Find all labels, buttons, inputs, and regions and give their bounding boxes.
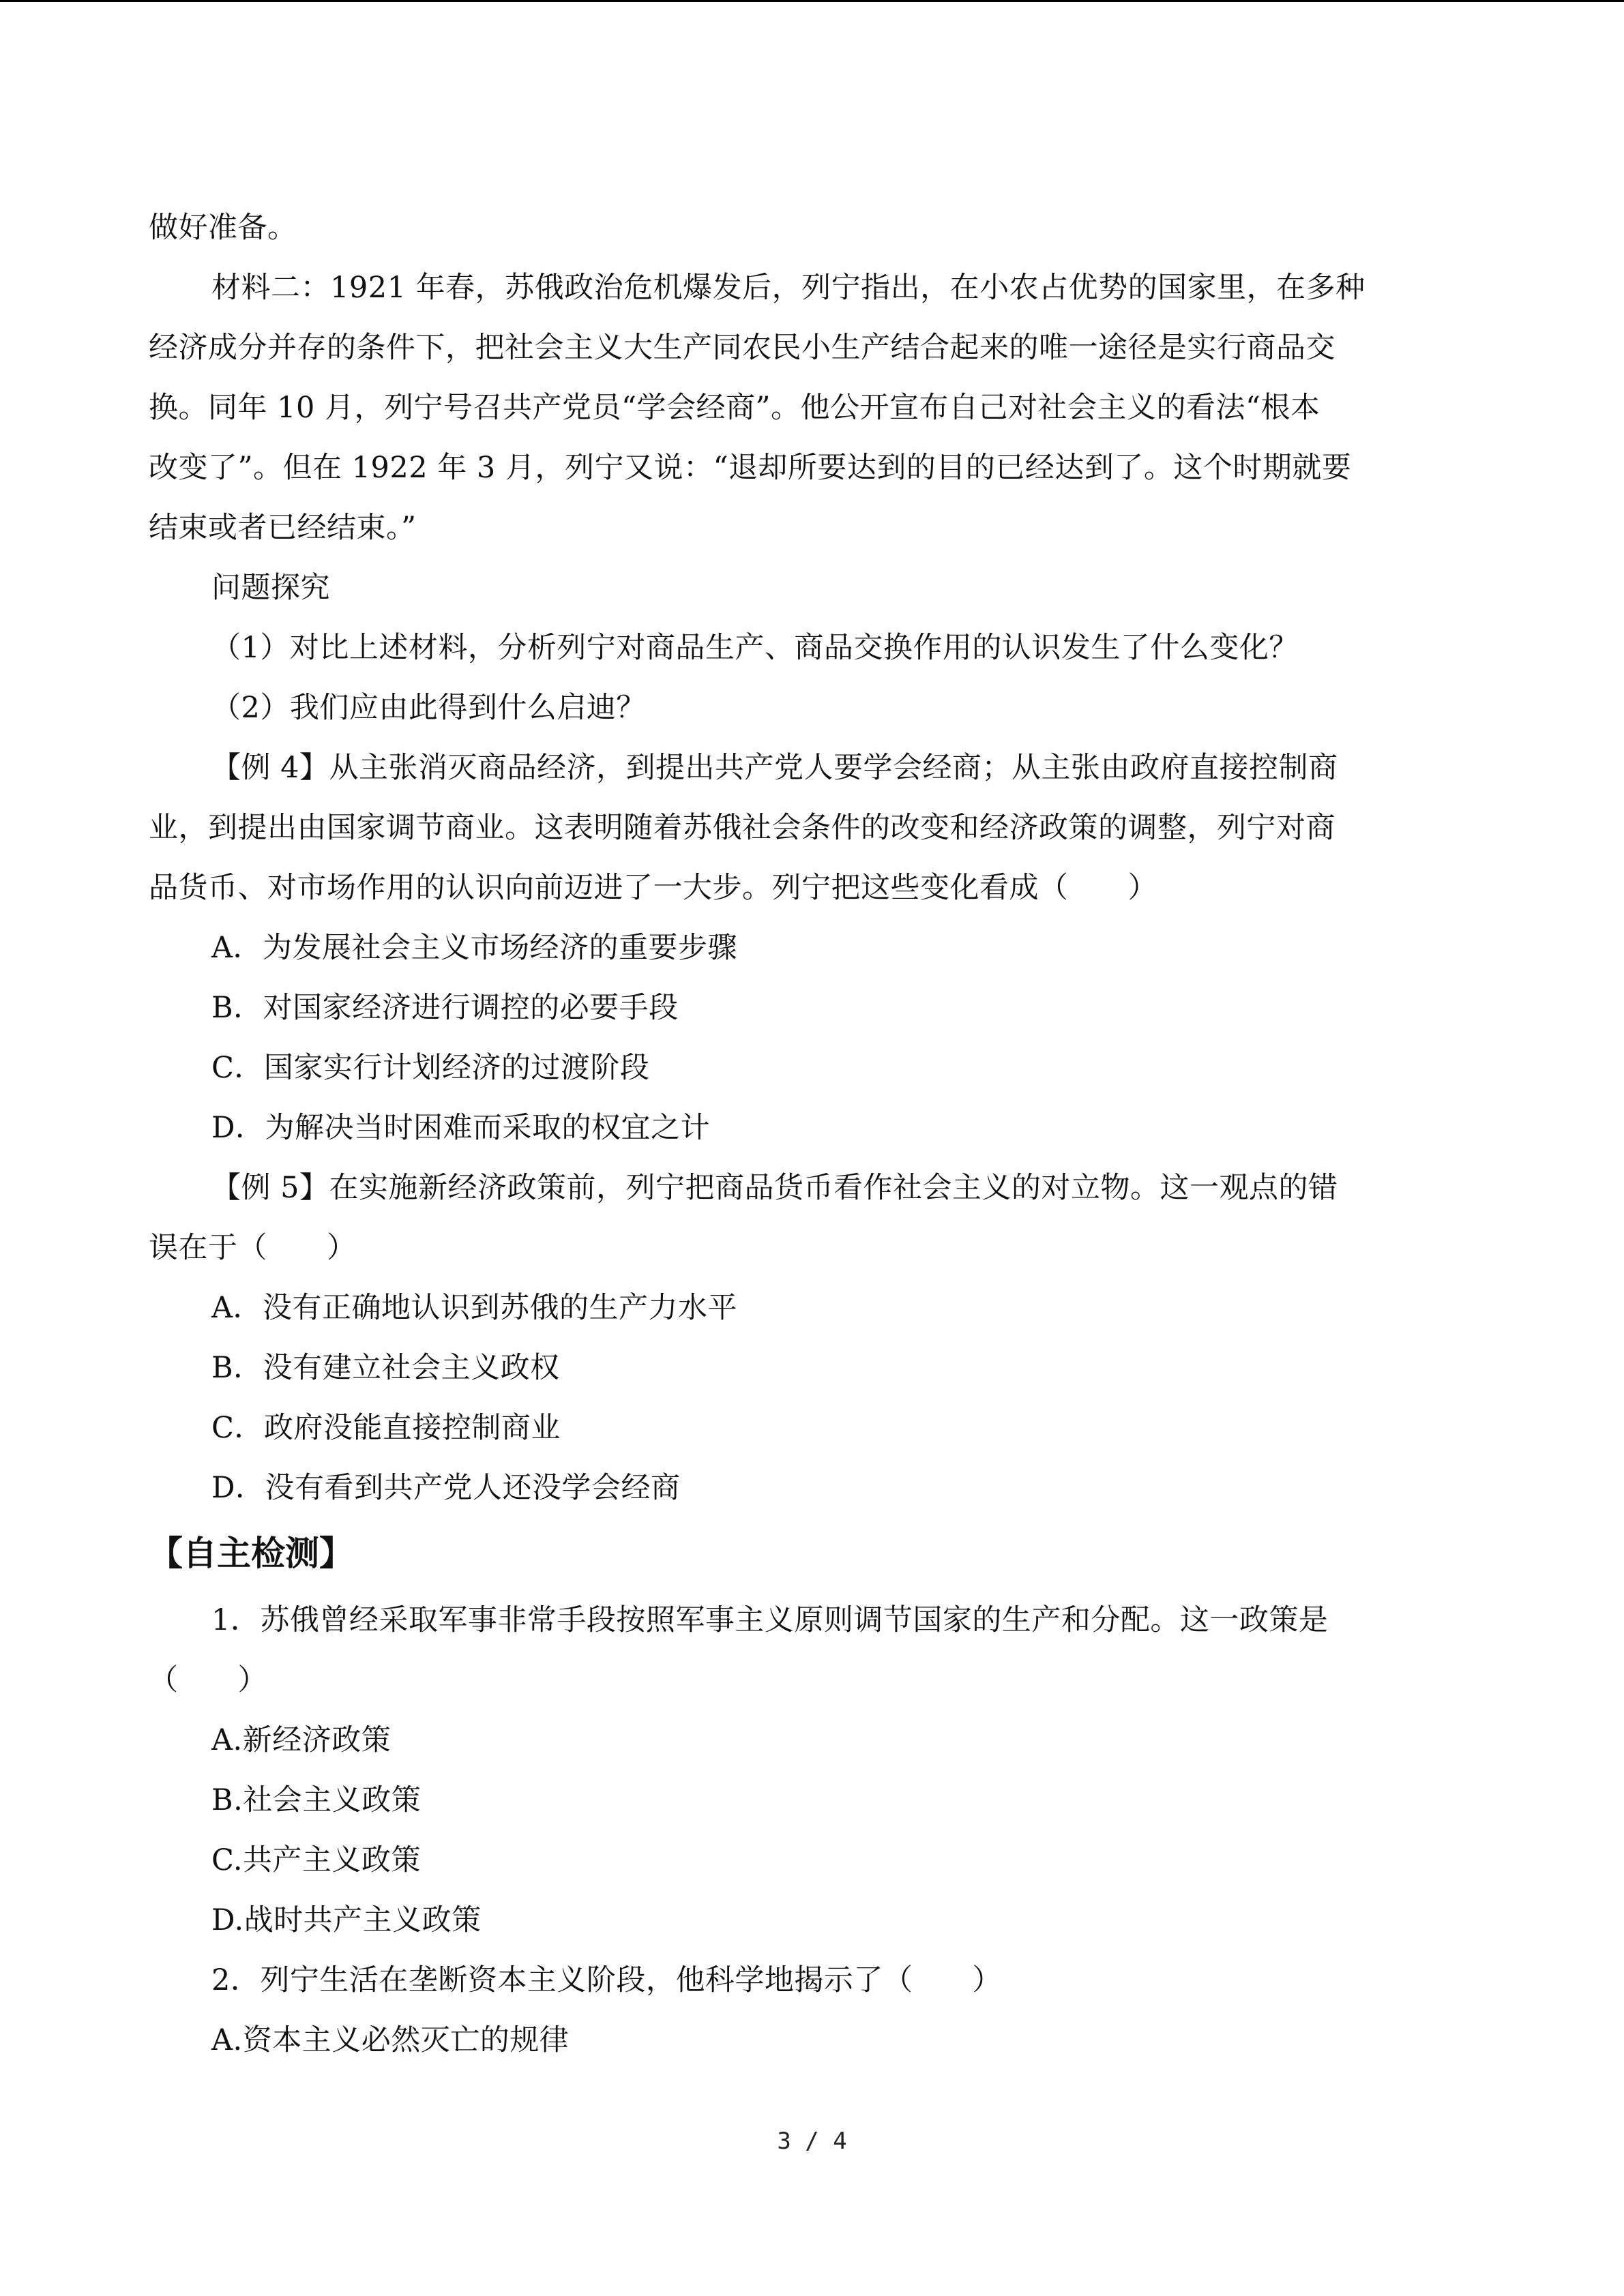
option-a: A.资本主义必然灭亡的规律: [211, 2023, 570, 2057]
text-line: 结束或者已经结束。”: [149, 511, 417, 545]
option-a: A.新经济政策: [211, 1723, 392, 1757]
document-body: [149, 198, 1465, 2070]
option-d: D.战时共产主义政策: [211, 1903, 482, 1937]
subheading-question-inquiry: 问题探究: [211, 571, 330, 605]
option-d: D．没有看到共产党人还没学会经商: [211, 1471, 681, 1505]
section-heading-self-check: 【自主检测】: [149, 1534, 353, 1573]
check-question-2: 2．列宁生活在垄断资本主义阶段，他科学地揭示了（ ）: [211, 1963, 1002, 1997]
option-b: B．对国家经济进行调控的必要手段: [211, 991, 679, 1025]
question-2: （2）我们应由此得到什么启迪？: [211, 691, 646, 725]
text-line: 品货币、对市场作用的认识向前迈进了一大步。列宁把这些变化看成（ ）: [149, 871, 1157, 905]
option-c: C．政府没能直接控制商业: [211, 1411, 561, 1445]
text-line: 误在于（ ）: [149, 1231, 357, 1265]
text-line: 材料二：1921 年春，苏俄政治危机爆发后，列宁指出，在小农占优势的国家里，在多种: [211, 271, 1365, 305]
question-1: （1）对比上述材料，分析列宁对商品生产、商品交换作用的认识发生了什么变化？: [211, 631, 1299, 665]
text-line: （ ）: [149, 1663, 267, 1697]
page-top-border: [0, 0, 1624, 2]
example-5-stem: 【例 5】在实施新经济政策前，列宁把商品货币看作社会主义的对立物。这一观点的错: [211, 1171, 1338, 1205]
option-d: D．为解决当时困难而采取的权宜之计: [211, 1111, 710, 1145]
option-a: A．没有正确地认识到苏俄的生产力水平: [211, 1291, 738, 1325]
option-c: C.共产主义政策: [211, 1843, 422, 1877]
text-line: 经济成分并存的条件下，把社会主义大生产同农民小生产结合起来的唯一途径是实行商品交: [149, 331, 1335, 365]
check-question-1: 1．苏俄曾经采取军事非常手段按照军事主义原则调节国家的生产和分配。这一政策是: [211, 1603, 1329, 1637]
option-b: B.社会主义政策: [211, 1783, 422, 1817]
text-line: 换。同年 10 月，列宁号召共产党员“学会经商”。他公开宣布自己对社会主义的看法“根本: [149, 391, 1320, 425]
option-c: C．国家实行计划经济的过渡阶段: [211, 1051, 650, 1085]
text-line: 改变了”。但在 1922 年 3 月，列宁又说：“退却所要达到的目的已经达到了。这个时期就要: [149, 451, 1352, 485]
text-line: 做好准备。: [149, 211, 297, 245]
page-number: 3 / 4: [777, 2128, 847, 2155]
example-4-stem: 【例 4】从主张消灭商品经济，到提出共产党人要学会经商；从主张由政府直接控制商: [211, 751, 1338, 785]
option-b: B．没有建立社会主义政权: [211, 1351, 560, 1385]
text-line: 业，到提出由国家调节商业。这表明随着苏俄社会条件的改变和经济政策的调整，列宁对商: [149, 811, 1335, 845]
option-a: A．为发展社会主义市场经济的重要步骤: [211, 931, 738, 965]
